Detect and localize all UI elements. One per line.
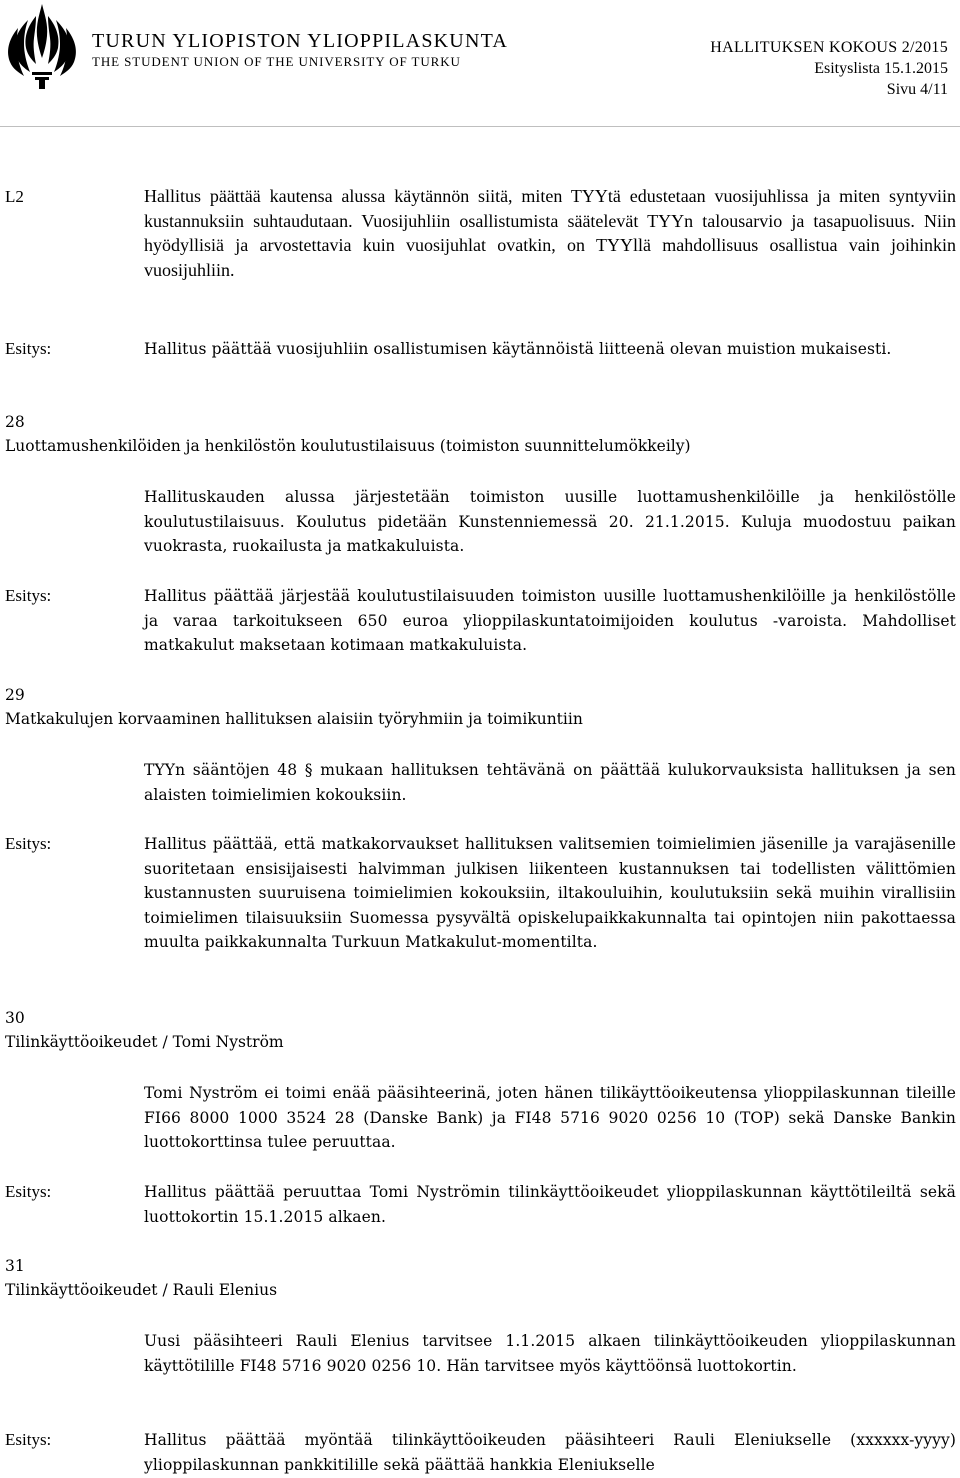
proposal-label: Esitys: <box>5 586 52 605</box>
agenda-date: Esityslista 15.1.2015 <box>814 60 948 77</box>
student-union-logo <box>6 2 78 90</box>
section-title: Matkakulujen korvaaminen hallituksen alaisiin työryhmiin ja toimikuntiin <box>5 710 583 728</box>
meeting-title: HALLITUKSEN KOKOUS 2/2015 <box>710 39 948 56</box>
proposal-label: Esitys: <box>5 1430 52 1449</box>
section-29-proposal: Hallitus päättää, että matkakorvaukset hallituksen valitsemien toimielimien jäsenille ja varajäsenille suoritetaan ensisijaisesti halvimman julkisen liikenteen kustannuksen tai todellisten välittömien kustannusten suuruisena toimielimien kokouksiin, iltakouluihin, koulutuksiin sekä muihin virallisiin toimielimen tilaisuuksiin Suomessa pysyvältä opiskelupaikkakunnalta tai opintojen niin pakottaessa muulta paikkakunnalta Turkuun Matkakulut-momentilta. <box>144 835 956 951</box>
proposal-label: Esitys: <box>5 339 52 358</box>
section-title: Tilinkäyttöoikeudet / Tomi Nyström <box>5 1033 284 1051</box>
section-29-text: TYYn sääntöjen 48 § mukaan hallituksen tehtävänä on päättää kulukorvauksista hallituksen ja sen alaisten toimielimien kokouksiin. <box>144 761 956 804</box>
header-divider <box>0 126 960 127</box>
section-31-proposal: Hallitus päättää myöntää tilinkäyttöoikeuden pääsihteeri Rauli Eleniukselle (xxxxxx-yyyy) ylioppilaskunnan pankkitilille sekä päättää hankkia Eleniukselle <box>144 1431 956 1474</box>
section-l2-text: Hallitus päättää kautensa alussa käytännön siitä, miten TYYtä edustetaan vuosijuhlissa ja miten syntyviin kustannuksiin suhtaudutaan. Vuosijuhliin osallistumista säätelevät TYYn talousarvio ja tasapuolisuus. Niin hyödyllisiä ja arvostettavia kuin vuosijuhlat ovatkin, on TYYllä mahdollisuus osallistua vain joihinkin vuosijuhliin. <box>144 186 956 280</box>
section-label-l2: L2 <box>5 187 24 206</box>
section-30-proposal: Hallitus päättää peruuttaa Tomi Nyströmin tilinkäyttöoikeudet ylioppilaskunnan käyttötileiltä sekä luottokortin 15.1.2015 alkaen. <box>144 1183 956 1226</box>
organization-name-block <box>92 30 508 69</box>
organization-name: TURUN YLIOPISTON YLIOPPILASKUNTA <box>92 30 509 52</box>
section-31-text: Uusi pääsihteeri Rauli Elenius tarvitsee 1.1.2015 alkaen tilinkäyttöoikeuden ylioppilaskunnan käyttötilille FI48 5716 9020 0256 10. Hän tarvitsee myös käyttöönsä luottokortin. <box>144 1332 956 1375</box>
section-30-text: Tomi Nyström ei toimi enää pääsihteerinä, joten hänen tilikäyttöoikeutensa ylioppilaskunnan tileille FI66 8000 1000 3524 28 (Danske Bank) ja FI48 5716 9020 0256 10 (TOP) sekä Danske Bankin luottokorttinsa tulee peruuttaa. <box>144 1084 956 1151</box>
proposal-label: Esitys: <box>5 834 52 853</box>
section-title: Tilinkäyttöoikeudet / Rauli Elenius <box>5 1281 278 1299</box>
organization-subtitle: THE STUDENT UNION OF THE UNIVERSITY OF TURKU <box>92 54 461 69</box>
section-l2-proposal: Hallitus päättää vuosijuhliin osallistumisen käytännöistä liitteenä olevan muistion mukaisesti. <box>144 340 892 358</box>
proposal-label: Esitys: <box>5 1182 52 1201</box>
section-number: 28 <box>5 413 25 431</box>
section-number: 29 <box>5 686 25 704</box>
page-header <box>0 0 960 130</box>
section-28-proposal: Hallitus päättää järjestää koulutustilaisuuden toimiston uusille luottamushenkilöille ja henkilöstölle ja varaa tarkoitukseen 650 euroa ylioppilaskuntatoimijoiden koulutus -varoista. Mahdolliset matkakulut maksetaan kotimaan matkakuluista. <box>144 587 956 654</box>
section-28-text: Hallituskauden alussa järjestetään toimiston uusille luottamushenkilöille ja henkilöstölle koulutustilaisuus. Koulutus pidetään Kunstenniemessä 20. 21.1.2015. Kuluja muodostuu paikan vuokrasta, ruokailusta ja matkakuluista. <box>144 488 956 555</box>
document-meta <box>710 37 948 100</box>
section-number: 30 <box>5 1009 25 1027</box>
section-title: Luottamushenkilöiden ja henkilöstön koulutustilaisuus (toimiston suunnittelumökkeily) <box>5 437 691 455</box>
page-number: Sivu 4/11 <box>886 81 948 98</box>
section-number: 31 <box>5 1257 25 1275</box>
